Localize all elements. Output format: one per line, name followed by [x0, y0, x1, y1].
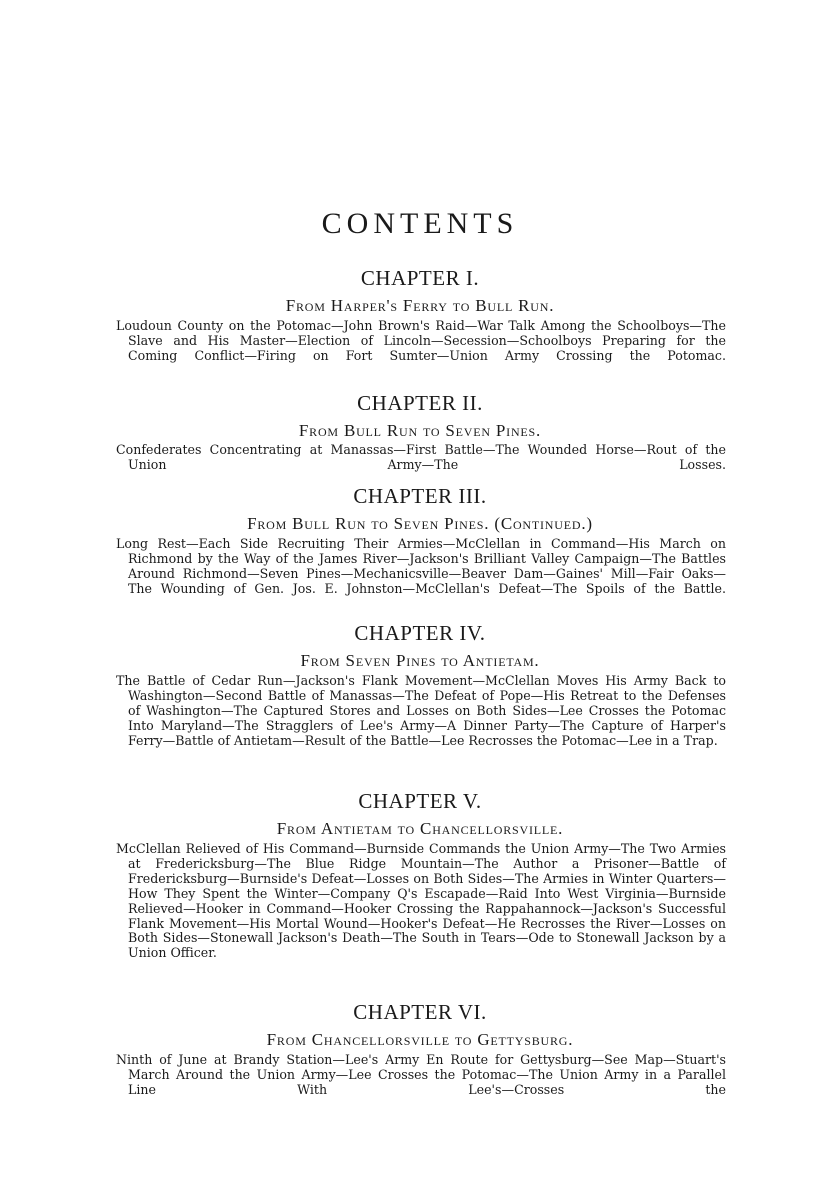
chapter-3-summary: Long Rest—Each Side Recruiting Their Armies—McClellan in Command—His March on Richmond by the Way of the James River—Jackson's Brilliant Valley Campaign—The Battles Around Richmond—Seven Pines—Mechanicsville—Beaver Dam—Gaines' Mill—Fair Oaks—The Wounding of Gen. Jos. E. Johnston—McClellan's Defeat—The Spoils of the Battle.: [116, 536, 726, 596]
chapter-6-summary: Ninth of June at Brandy Station—Lee's Army En Route for Gettysburg—See Map—Stuart's March Around the Union Army—Lee Crosses the Potomac—The Union Army in a Parallel Line With Lee's—Crosses the: [116, 1052, 726, 1097]
chapter-4-subtitle: From Seven Pines to Antietam.: [300, 651, 540, 670]
chapter-2-summary: Confederates Concentrating at Manassas—First Battle—The Wounded Horse—Rout of the Union Army—The Losses.: [116, 442, 726, 472]
chapter-5-summary: McClellan Relieved of His Command—Burnside Commands the Union Army—The Two Armies at Fredericksburg—The Blue Ridge Mountain—The Author a Prisoner—Battle of Fredericksburg—Burnside's Defeat—Losses on Both Sides—The Armies in Winter Quarters—How They Spent the Winter—Company Q's Escapade—Raid Into West Virginia—Burnside Relieved—Hooker in Command—Hooker Crossing the Rappahannock—Jackson's Successful Flank Movement—His Mortal Wound—Hooker's Defeat—He Recrosses the River—Losses on Both Sides—Stonewall Jackson's Death—The South in Tears—Ode to Stonewall Jackson by a Union Officer.: [116, 841, 726, 961]
chapter-2-subtitle: From Bull Run to Seven Pines.: [298, 421, 542, 440]
chapter-6-subtitle: From Chancellorsville to Gettysburg.: [266, 1030, 574, 1049]
chapter-2-heading: CHAPTER II.: [357, 391, 483, 415]
chapter-5-subtitle: From Antietam to Chancellorsville.: [276, 819, 564, 838]
chapter-6-heading: CHAPTER VI.: [353, 1000, 487, 1024]
chapter-1-summary: Loudoun County on the Potomac—John Brown's Raid—War Talk Among the Schoolboys—The Slave and His Master—Election of Lincoln—Secession—Schoolboys Preparing for the Coming Conflict—Firing on Fort Sumter—Union Army Crossing the Potomac.: [116, 318, 726, 363]
chapter-3-subtitle: From Bull Run to Seven Pines. (Continued.): [247, 514, 593, 533]
chapter-3-heading: CHAPTER III.: [353, 484, 487, 508]
chapter-4-heading: CHAPTER IV.: [354, 621, 486, 645]
page-title: CONTENTS: [321, 207, 519, 240]
chapter-4-summary: The Battle of Cedar Run—Jackson's Flank Movement—McClellan Moves His Army Back to Washington—Second Battle of Manassas—The Defeat of Pope—His Retreat to the Defenses of Washington—The Captured Stores and Losses on Both Sides—Lee Crosses the Potomac Into Maryland—The Stragglers of Lee's Army—A Dinner Party—The Capture of Harper's Ferry—Battle of Antietam—Result of the Battle—Lee Recrosses the Potomac—Lee in a Trap.: [116, 673, 726, 748]
chapter-5-heading: CHAPTER V.: [358, 789, 482, 813]
chapter-1-subtitle: From Harper's Ferry to Bull Run.: [285, 296, 555, 315]
chapter-1-heading: CHAPTER I.: [360, 266, 480, 290]
